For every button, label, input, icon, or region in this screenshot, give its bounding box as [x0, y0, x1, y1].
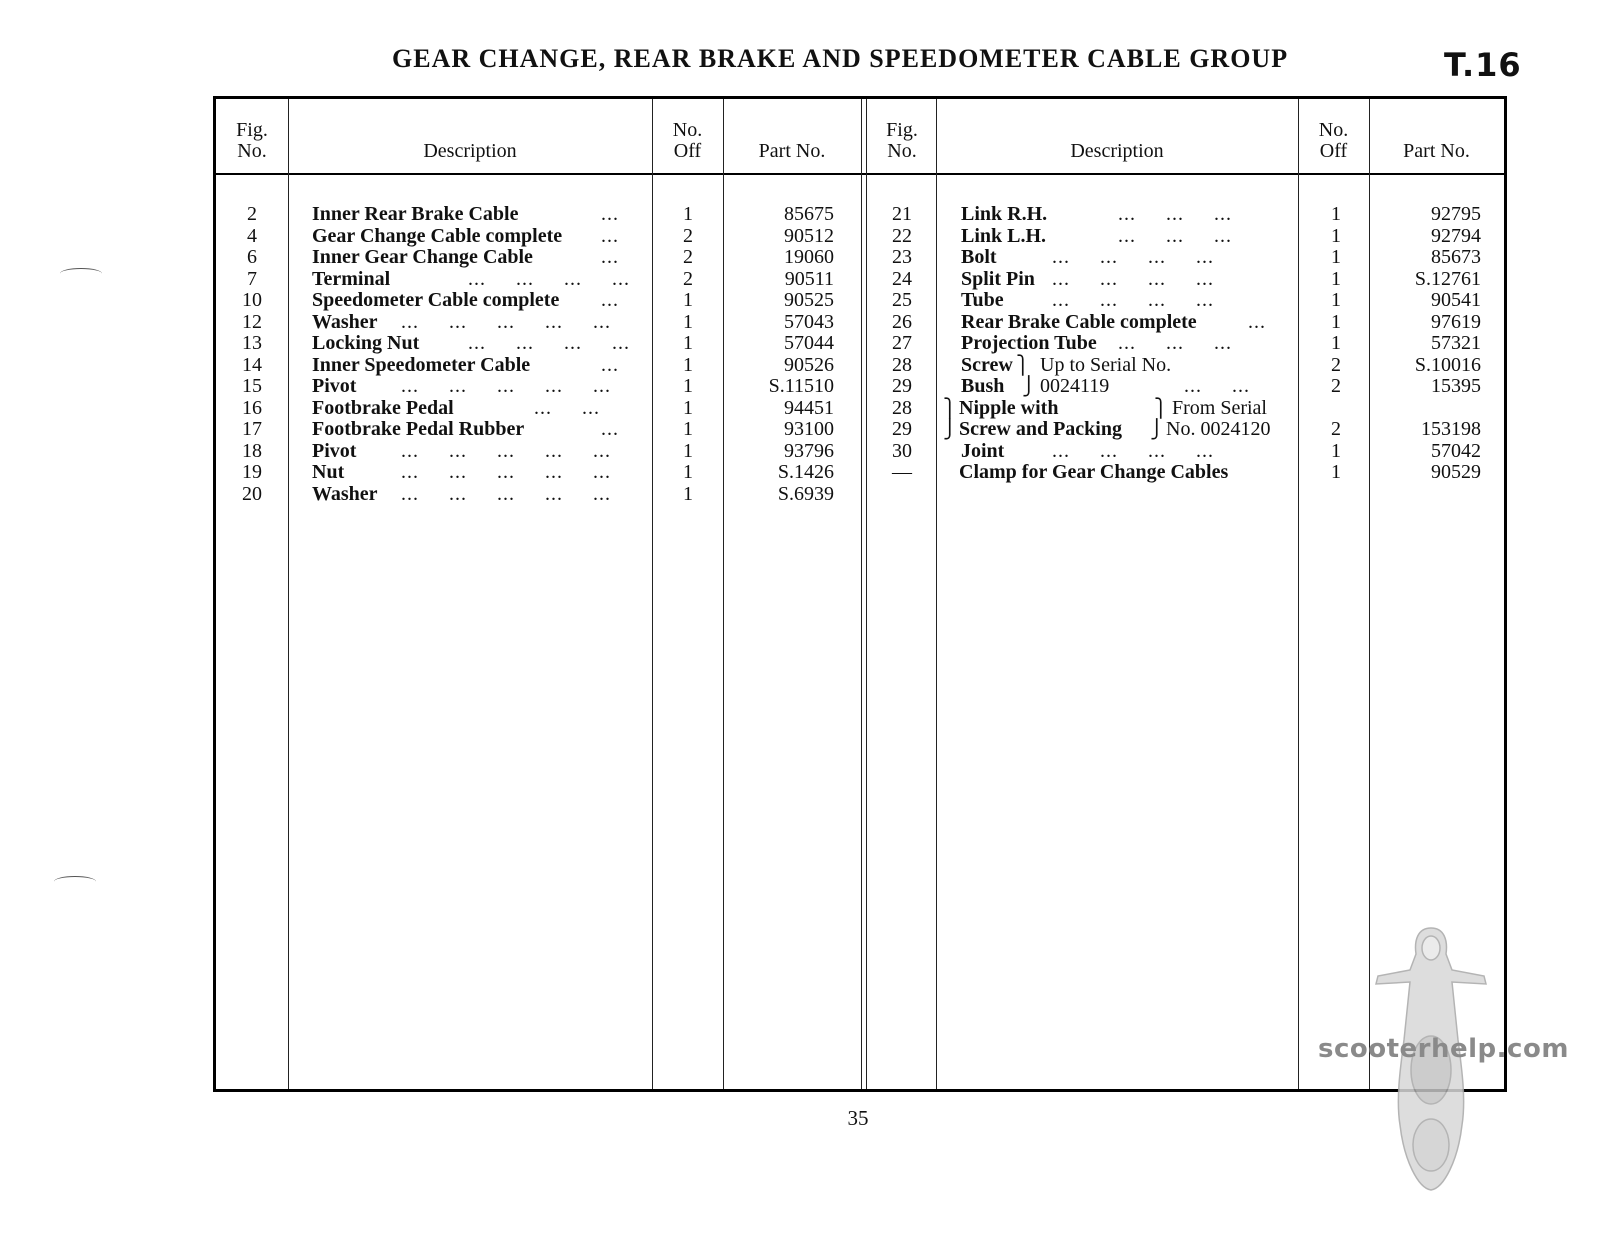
col-rule: [652, 99, 653, 1089]
header-description: Description: [1070, 140, 1164, 162]
col-rule: [1298, 99, 1299, 1089]
page-title: GEAR CHANGE, REAR BRAKE AND SPEEDOMETER CABLE GROUP: [392, 44, 1289, 73]
header-rule: [216, 173, 1504, 175]
col-rule-center: [861, 99, 862, 1089]
header-no-off: No. Off: [672, 119, 703, 162]
header-part-no: Part No.: [1403, 140, 1470, 162]
header-fig: Fig. No.: [886, 119, 918, 162]
section-code: T.16: [1444, 46, 1522, 84]
header-description: Description: [423, 140, 517, 162]
punch-hole-top: [60, 268, 102, 279]
punch-hole-bottom: [54, 876, 96, 887]
page-number: 35: [847, 1106, 869, 1130]
watermark: scooterhelp.com: [1318, 1034, 1569, 1064]
col-rule: [288, 99, 289, 1089]
header-part-no: Part No.: [758, 140, 826, 162]
header-no-off: No. Off: [1318, 119, 1349, 162]
parts-table: Fig. No. Description No. Off Part No. Fig. No. Description No. Off Part No. 2 Inner Rear Brake Cable ... 1 85675 4 Gear Change Cable complete ... 2 90512 6 Inner Gear Change Cable ... 2 19060 7 Terminal ... ... ... ... 2 90511 10 Speedometer Cable complete ... 1 90525 12 Washer ... ... ... ... ... 1 57043 13 Locking Nut ... ... ... ... 1 57044 14 Inner Speedometer Cable ... 1 90526 15 Pivot ... ... ... ... ... 1 S.11510 16 Footbrake Pedal ... ... 1 94451 17 Footbrake Pedal Rubber ... 1 93100 18 Pivot ... ... ... ... ... 1 93796 19 Nut ... ... ... ... ... 1 S.1426 20 Washer ... ... ... ... ... 1 S.6939 21 Link R.H. ... ... ... 1 92795 22 Link L.H. ... ... ... 1 92794 23 Bolt ... ... ... ... 1 85673 24 Split Pin ... ... ... ... 1 S.12761 25 Tube ... ... ... ... 1 90541 26 Rear Brake Cable complete ... 1 97619 27 Projection Tube ... ... ... 1 57321 28 Screw ⎫ Up to Serial No. 2 S.10016 29 Bush ⎭ 0024119 ... ... 2 15395 28 ⎫ Nipple with ⎫ From Serial 29 ⎭ Screw and Packing ⎭ No. 0024120 2 153198 30 Joint ... ... ... ... 1 57042 — Clamp for Gear Change Cables 1 90529: [213, 96, 1507, 1092]
header-fig: Fig. No.: [236, 119, 268, 162]
col-rule: [936, 99, 937, 1089]
col-rule-center: [866, 99, 867, 1089]
